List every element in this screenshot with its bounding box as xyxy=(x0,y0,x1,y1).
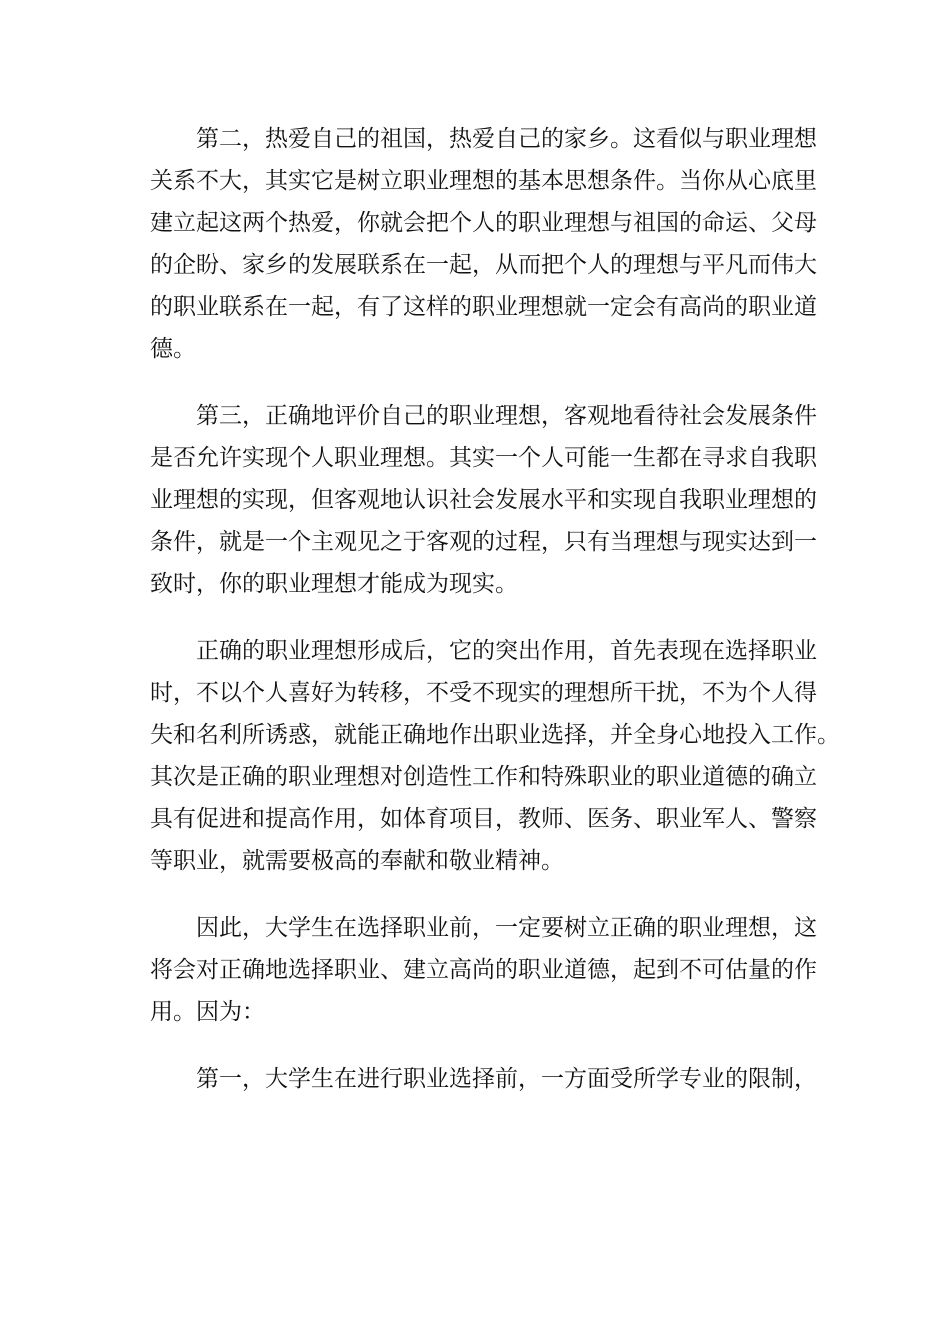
text-line: 第 二 ， 热 爱 自 己 的 祖 国 ， 热 爱 自 己 的 家 乡 。 这 看 似 与 职 业 理 想 xyxy=(196,126,817,152)
text-line: 时 ， 不 以 个 人 喜 好 为 转 移 ， 不 受 不 现 实 的 理 想 所 干 扰 ， 不 为 个 人 得 xyxy=(150,680,817,706)
text-line: 关 系 不 大 ， 其 实 它 是 树 立 职 业 理 想 的 基 本 思 想 条 件 。 当 你 从 心 底 里 xyxy=(150,168,817,194)
text-line: 致时，你的职业理想才能成为现实。 xyxy=(150,571,518,597)
text-line: 条 件 ， 就 是 一 个 主 观 见 之 于 客 观 的 过 程 ， 只 有 当 理 想 与 现 实 达 到 一 xyxy=(150,529,817,555)
text-line: 因 此 ， 大 学 生 在 选 择 职 业 前 ， 一 定 要 树 立 正 确 的 职 业 理 想 ， 这 xyxy=(196,915,817,941)
text-line: 正 确 的 职 业 理 想 形 成 后 ， 它 的 突 出 作 用 ， 首 先 表 现 在 选 择 职 业 xyxy=(196,638,817,664)
text-line: 第 三 ， 正 确 地 评 价 自 己 的 职 业 理 想 ， 客 观 地 看 待 社 会 发 展 条 件 xyxy=(196,403,817,429)
text-line: 等职业，就需要极高的奉献和敬业精神。 xyxy=(150,848,564,874)
paragraph-therefore xyxy=(150,907,817,1033)
text-line: 第 一 ， 大 学 生 在 进 行 职 业 选 择 前 ， 一 方 面 受 所 学 专 业 的 限 制 ， xyxy=(196,1066,817,1092)
text-line: 的 职 业 联 系 在 一 起 ， 有 了 这 样 的 职 业 理 想 就 一 定 会 有 高 尚 的 职 业 道 xyxy=(150,294,817,320)
text-line: 德。 xyxy=(150,336,196,362)
text-line: 建 立 起 这 两 个 热 爱 ， 你 就 会 把 个 人 的 职 业 理 想 与 祖 国 的 命 运 、 父 母 xyxy=(150,210,817,236)
text-line: 用。因为： xyxy=(150,999,265,1025)
paragraph-first-point xyxy=(150,1058,817,1100)
text-line: 业 理 想 的 实 现 ， 但 客 观 地 认 识 社 会 发 展 水 平 和 实 现 自 我 职 业 理 想 的 xyxy=(150,487,817,513)
text-line: 的 企 盼 、 家 乡 的 发 展 联 系 在 一 起 ， 从 而 把 个 人 的 理 想 与 平 凡 而 伟 大 xyxy=(150,252,817,278)
text-line: 具 有 促 进 和 提 高 作 用 ， 如 体 育 项 目 ， 教 师 、 医 务 、 职 业 军 人 、 警 察 xyxy=(150,806,817,832)
text-line: 其 次 是 正 确 的 职 业 理 想 对 创 造 性 工 作 和 特 殊 职 业 的 职 业 道 德 的 确 立 xyxy=(150,764,817,790)
paragraph-career-ideal-role xyxy=(150,630,840,882)
paragraph-third-point xyxy=(150,395,817,605)
text-line: 失 和 名 利 所 诱 惑 ， 就 能 正 确 地 作 出 职 业 选 择 ， 并 全 身 心 地 投 入 工 作 。 xyxy=(150,722,840,748)
text-line: 将 会 对 正 确 地 选 择 职 业 、 建 立 高 尚 的 职 业 道 德 ， 起 到 不 可 估 量 的 作 xyxy=(150,957,817,983)
text-line: 是 否 允 许 实 现 个 人 职 业 理 想 。 其 实 一 个 人 可 能 一 生 都 在 寻 求 自 我 职 xyxy=(150,445,817,471)
document-page xyxy=(150,118,840,1100)
paragraph-second-point xyxy=(150,118,817,370)
